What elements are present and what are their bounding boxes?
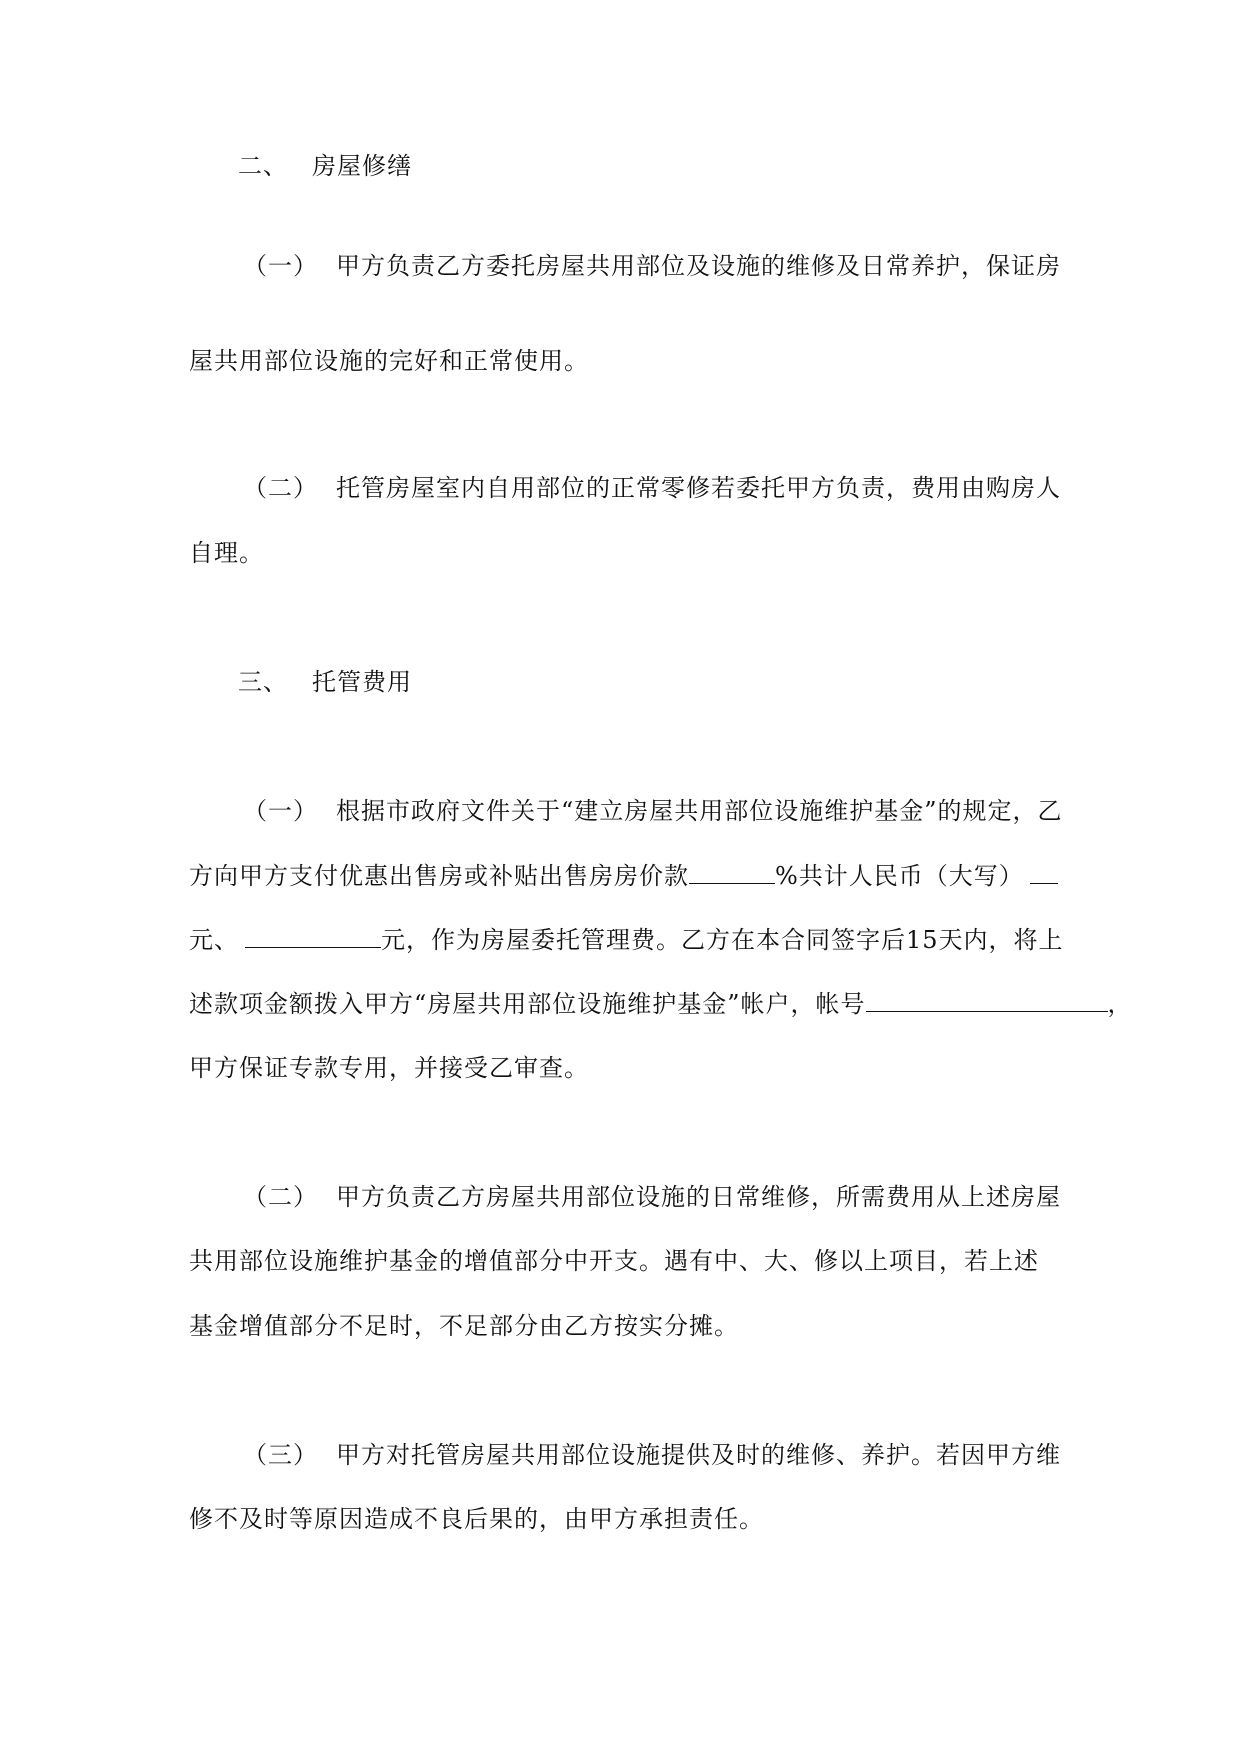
section-heading-3 bbox=[238, 667, 412, 697]
item-number: （二） bbox=[243, 474, 318, 502]
paragraph-text: 甲方对托管房屋共用部位设施提供及时的维修、养护。若因甲方维 bbox=[336, 1441, 1061, 1469]
heading-title: 托管费用 bbox=[312, 668, 412, 696]
paragraph-line bbox=[243, 1182, 1061, 1212]
paragraph-text: 共用部位设施维护基金的增值部分中开支。遇有中、大、修以上项目，若上述 bbox=[189, 1247, 1039, 1275]
paragraph-text: 修不及时等原因造成不良后果的，由甲方承担责任。 bbox=[189, 1505, 764, 1533]
paragraph-line bbox=[243, 796, 1063, 826]
heading-number: 二、 bbox=[238, 152, 288, 180]
paragraph-line bbox=[243, 1440, 1061, 1470]
item-number: （一） bbox=[243, 797, 318, 825]
paragraph-line bbox=[189, 1246, 1039, 1276]
paragraph-text: ， bbox=[1107, 990, 1133, 1018]
paragraph-line bbox=[189, 989, 1133, 1019]
paragraph-text: 基金增值部分不足时，不足部分由乙方按实分摊。 bbox=[189, 1312, 739, 1340]
paragraph-text: 根据市政府文件关于“建立房屋共用部位设施维护基金”的规定，乙 bbox=[336, 797, 1063, 825]
paragraph-line bbox=[243, 251, 1061, 281]
paragraph-text: 自理。 bbox=[189, 539, 264, 567]
paragraph-line bbox=[243, 473, 1061, 503]
paragraph-text: 甲方负责乙方委托房屋共用部位及设施的维修及日常养护，保证房 bbox=[336, 252, 1061, 280]
paragraph-line bbox=[189, 861, 1058, 891]
percent-blank[interactable] bbox=[689, 863, 775, 884]
paragraph-text: 述款项金额拨入甲方“房屋共用部位设施维护基金”帐户，帐号 bbox=[189, 990, 866, 1018]
paragraph-text: 元，作为房屋委托管理费。乙方在本合同签字后15天内，将上 bbox=[381, 926, 1064, 954]
heading-number: 三、 bbox=[238, 668, 288, 696]
paragraph-text: 甲方负责乙方房屋共用部位设施的日常维修，所需费用从上述房屋 bbox=[336, 1183, 1061, 1211]
paragraph-line bbox=[189, 1053, 589, 1083]
paragraph-line bbox=[189, 346, 589, 376]
paragraph-line bbox=[189, 538, 264, 568]
paragraph-line bbox=[189, 925, 1064, 955]
paragraph-text: 屋共用部位设施的完好和正常使用。 bbox=[189, 347, 589, 375]
section-heading-2 bbox=[238, 151, 412, 181]
item-number: （三） bbox=[243, 1441, 318, 1469]
amount-words-blank[interactable] bbox=[1030, 863, 1058, 884]
account-number-blank[interactable] bbox=[866, 991, 1108, 1012]
paragraph-text: %共计人民币（大写） bbox=[775, 862, 1024, 890]
paragraph-text: 方向甲方支付优惠出售房或补贴出售房房价款 bbox=[189, 862, 689, 890]
item-number: （二） bbox=[243, 1183, 318, 1211]
heading-title: 房屋修缮 bbox=[312, 152, 412, 180]
amount-blank[interactable] bbox=[245, 927, 381, 948]
paragraph-text: 甲方保证专款专用，并接受乙审查。 bbox=[189, 1054, 589, 1082]
paragraph-line bbox=[189, 1311, 739, 1341]
paragraph-line bbox=[189, 1504, 764, 1534]
paragraph-text: 托管房屋室内自用部位的正常零修若委托甲方负责，费用由购房人 bbox=[336, 474, 1061, 502]
item-number: （一） bbox=[243, 252, 318, 280]
paragraph-text: 元、 bbox=[189, 926, 239, 954]
